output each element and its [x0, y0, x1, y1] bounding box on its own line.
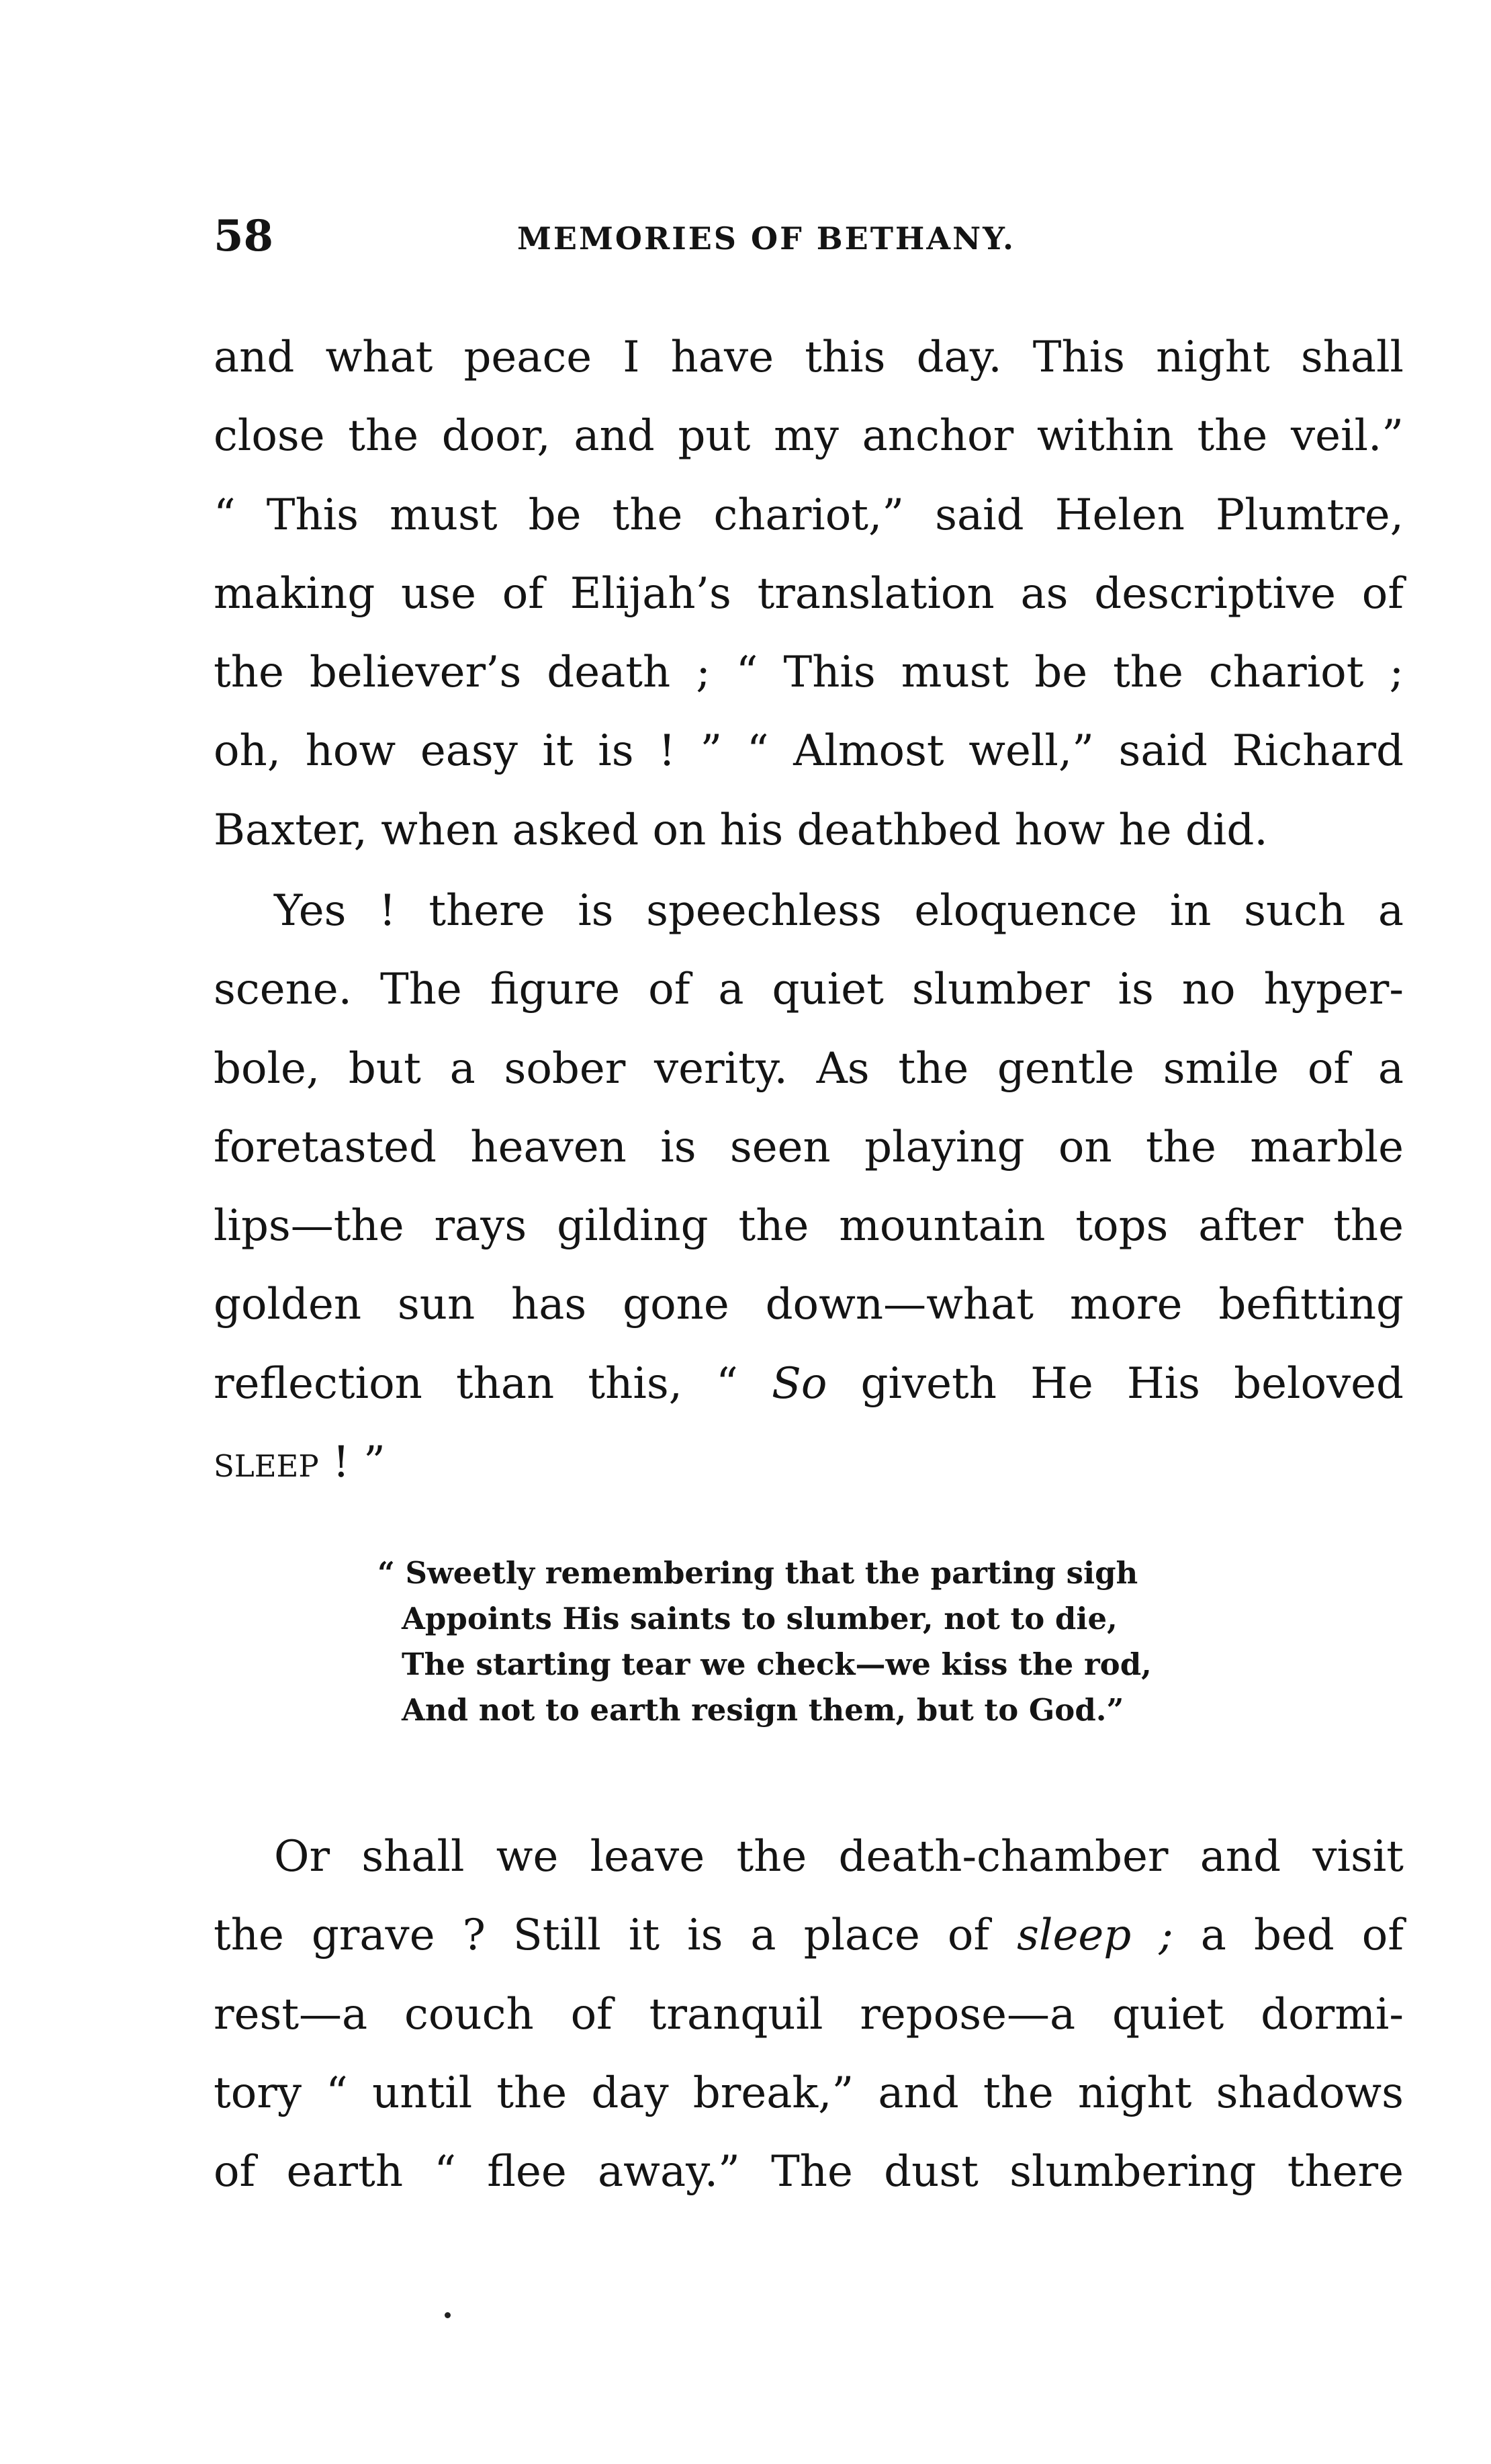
ink-speck — [445, 2312, 451, 2318]
page-number: 58 — [214, 211, 274, 261]
poem-line: The starting tear we check—we kiss the rod, — [402, 1646, 1152, 1682]
italic-text: sleep ; — [1017, 1910, 1173, 1961]
text-line: Or shall we leave the death-chamber and visit — [274, 1832, 1404, 1882]
text-line: “ This must be the chariot,” said Helen Plumtre, — [214, 490, 1404, 540]
text-line: Baxter, when asked on his deathbed how he did. — [214, 805, 1268, 855]
text-line: tory “ until the day break,” and the night shadows — [214, 2068, 1404, 2118]
running-head — [214, 210, 1404, 263]
text-line: close the door, and put my anchor within the veil.” — [214, 411, 1404, 461]
text-line: foretasted heaven is seen playing on the marble — [214, 1122, 1404, 1172]
text-run: reflection than this, “ — [214, 1358, 772, 1409]
text-run: giveth He His beloved — [827, 1358, 1404, 1409]
text-line — [214, 1345, 1404, 1423]
text-line: lips—the rays gilding the mountain tops after the — [214, 1201, 1404, 1251]
italic-text: So — [772, 1358, 827, 1409]
text-line — [214, 1896, 1404, 1975]
text-run: a bed of — [1173, 1910, 1404, 1961]
text-line: bole, but a sober verity. As the gentle smile of a — [214, 1043, 1404, 1094]
text-line: rest—a couch of tranquil repose—a quiet dormi- — [214, 1989, 1404, 2039]
poem-line: Appoints His saints to slumber, not to die, — [402, 1601, 1118, 1636]
text-run: the grave ? Still it is a place of — [214, 1910, 1018, 1961]
text-line: scene. The figure of a quiet slumber is no hyper- — [214, 965, 1404, 1015]
text-line: and what peace I have this day. This night shall — [214, 333, 1404, 382]
text-line: oh, how easy it is ! ” “ Almost well,” said Richard — [214, 726, 1404, 777]
text-line: of earth “ flee away.” The dust slumbering there — [214, 2147, 1404, 2197]
text-line: Yes ! there is speechless eloquence in such a — [274, 886, 1404, 936]
poem-line: And not to earth resign them, but to God.” — [402, 1692, 1124, 1728]
paragraph-speechless-eloquence — [214, 872, 1404, 1502]
running-title: MEMORIES OF BETHANY. — [517, 220, 1016, 257]
text-line: sleep ! ” — [214, 1438, 386, 1488]
text-line: making use of Elijah’s translation as descriptive of — [214, 568, 1404, 619]
paragraph-continued — [214, 318, 1404, 870]
poem-line: “ Sweetly remembering that the parting sigh — [377, 1555, 1138, 1591]
poem-quotation — [377, 1550, 1152, 1733]
paragraph-death-chamber — [214, 1818, 1404, 2211]
text-line: golden sun has gone down—what more befitting — [214, 1280, 1404, 1330]
text-line: the believer’s death ; “ This must be the chariot ; — [214, 648, 1404, 698]
